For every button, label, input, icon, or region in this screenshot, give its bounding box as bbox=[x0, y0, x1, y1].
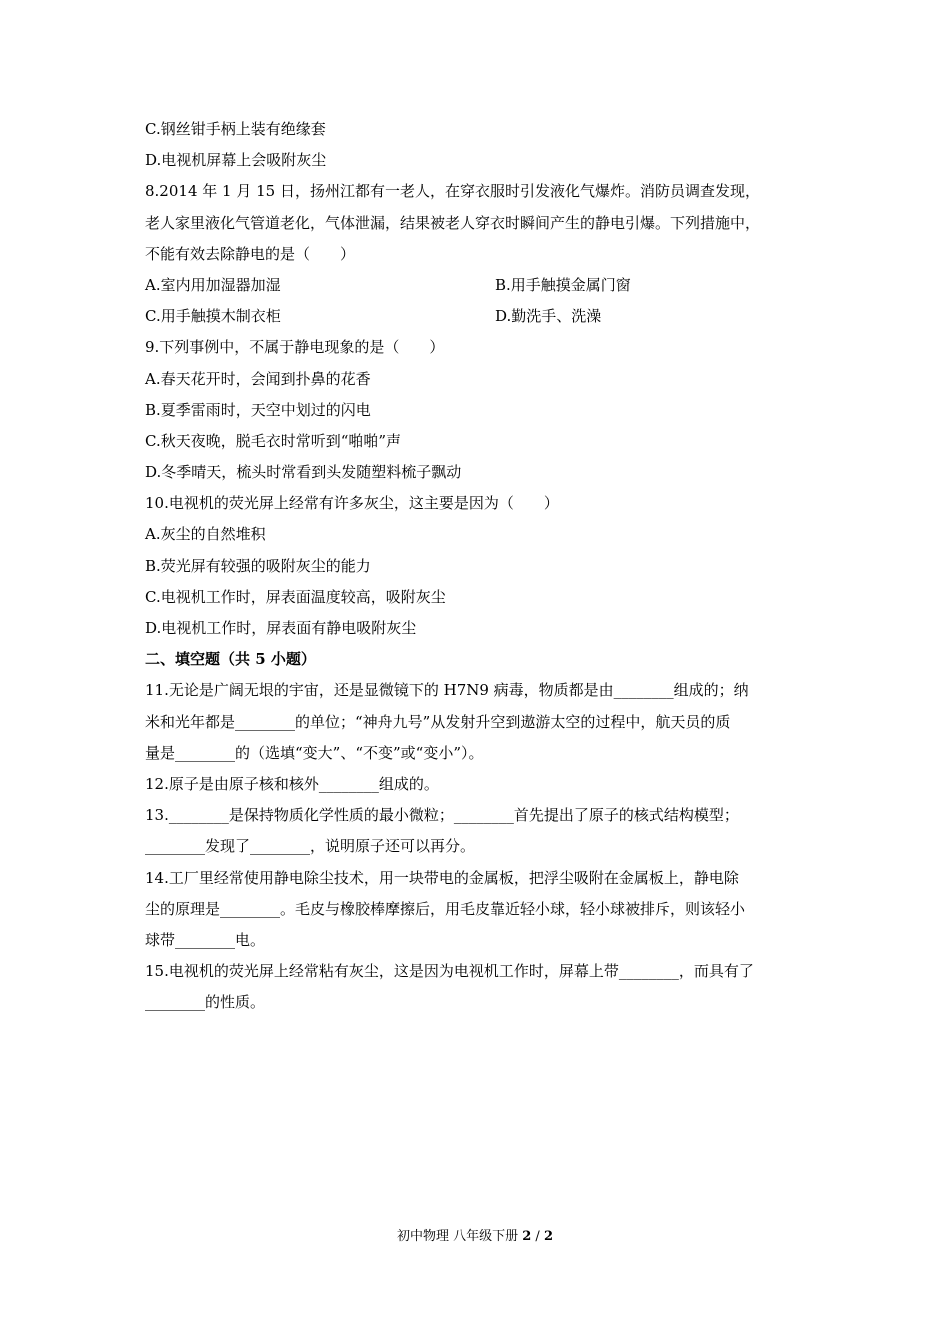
question-10-option-a: A.灰尘的自然堆积 bbox=[145, 525, 266, 544]
question-8-stem-line-2: 老人家里液化气管道老化，气体泄漏，结果被老人穿衣时瞬间产生的静电引爆。下列措施中， bbox=[145, 213, 761, 232]
question-14-line-2: 尘的原理是________。毛皮与橡胶棒摩擦后，用毛皮靠近轻小球，轻小球被排斥，则该轻小 bbox=[145, 899, 746, 918]
page-footer bbox=[0, 1228, 950, 1246]
question-8-stem-line-1: 8.2014 年 1 月 15 日，扬州江都有一老人，在穿衣服时引发液化气爆炸。消防员调查发现， bbox=[145, 182, 760, 201]
question-11-line-1: 11.无论是广阔无垠的宇宙，还是显微镜下的 H7N9 病毒，物质都是由________组成的；纳 bbox=[145, 681, 749, 700]
question-10-option-d: D.电视机工作时，屏表面有静电吸附灰尘 bbox=[145, 619, 417, 637]
question-9-option-c: C.秋天夜晚，脱毛衣时常听到“啪啪”声 bbox=[145, 431, 402, 450]
question-9-option-a: A.春天花开时，会闻到扑鼻的花香 bbox=[145, 369, 371, 388]
question-13-line-1: 13.________是保持物质化学性质的最小微粒；________首先提出了原子的核式结构模型； bbox=[145, 806, 739, 825]
question-11-line-2: 米和光年都是________的单位；“神舟九号”从发射升空到遨游太空的过程中，航天员的质 bbox=[145, 712, 731, 731]
question-8-option-c: C.用手触摸木制衣柜 bbox=[145, 307, 281, 326]
question-15-line-1: 15.电视机的荧光屏上经常粘有灰尘，这是因为电视机工作时，屏幕上带________，而具有了 bbox=[145, 962, 754, 981]
question-13-line-2: ________发现了________，说明原子还可以再分。 bbox=[145, 837, 476, 856]
question-8-option-b: B.用手触摸金属门窗 bbox=[495, 275, 631, 294]
section-2-title: 二、填空题（共 5 小题） bbox=[145, 650, 316, 669]
question-7-option-d: D.电视机屏幕上会吸附灰尘 bbox=[145, 151, 327, 170]
question-9-stem: 9.下列事例中，不属于静电现象的是（ ） bbox=[145, 338, 445, 357]
question-8-stem-line-3: 不能有效去除静电的是（ ） bbox=[145, 244, 356, 263]
question-8-option-d: D.勤洗手、洗澡 bbox=[495, 307, 602, 326]
question-15-line-2: ________的性质。 bbox=[145, 993, 266, 1012]
footer-separator: / bbox=[531, 1229, 544, 1244]
question-9-option-b: B.夏季雷雨时，天空中划过的闪电 bbox=[145, 400, 371, 419]
question-10-stem: 10.电视机的荧光屏上经常有许多灰尘，这主要是因为（ ） bbox=[145, 494, 559, 513]
question-8-options-row-1 bbox=[145, 270, 810, 301]
question-12-line-1: 12.原子是由原子核和核外________组成的。 bbox=[145, 774, 439, 793]
footer-page-total: 2 bbox=[543, 1229, 553, 1244]
question-9-option-d: D.冬季晴天，梳头时常看到头发随塑料梳子飘动 bbox=[145, 463, 462, 482]
question-14-line-1: 14.工厂里经常使用静电除尘技术，用一块带电的金属板，把浮尘吸附在金属板上，静电除 bbox=[145, 868, 739, 887]
question-8-option-a: A.室内用加湿器加湿 bbox=[145, 275, 281, 294]
footer-page-number: 2 bbox=[522, 1229, 532, 1244]
question-11-line-3: 量是________的（选填“变大”、“不变”或“变小”）。 bbox=[145, 743, 484, 762]
footer-label: 初中物理 八年级下册 bbox=[396, 1229, 523, 1244]
question-14-line-3: 球带________电。 bbox=[145, 930, 266, 949]
question-10-option-b: B.荧光屏有较强的吸附灰尘的能力 bbox=[145, 556, 371, 575]
question-8-options-row-2 bbox=[145, 301, 810, 332]
question-7-option-c: C.钢丝钳手柄上装有绝缘套 bbox=[145, 120, 326, 138]
question-10-option-c: C.电视机工作时，屏表面温度较高，吸附灰尘 bbox=[145, 587, 446, 606]
document-body bbox=[145, 114, 810, 1018]
